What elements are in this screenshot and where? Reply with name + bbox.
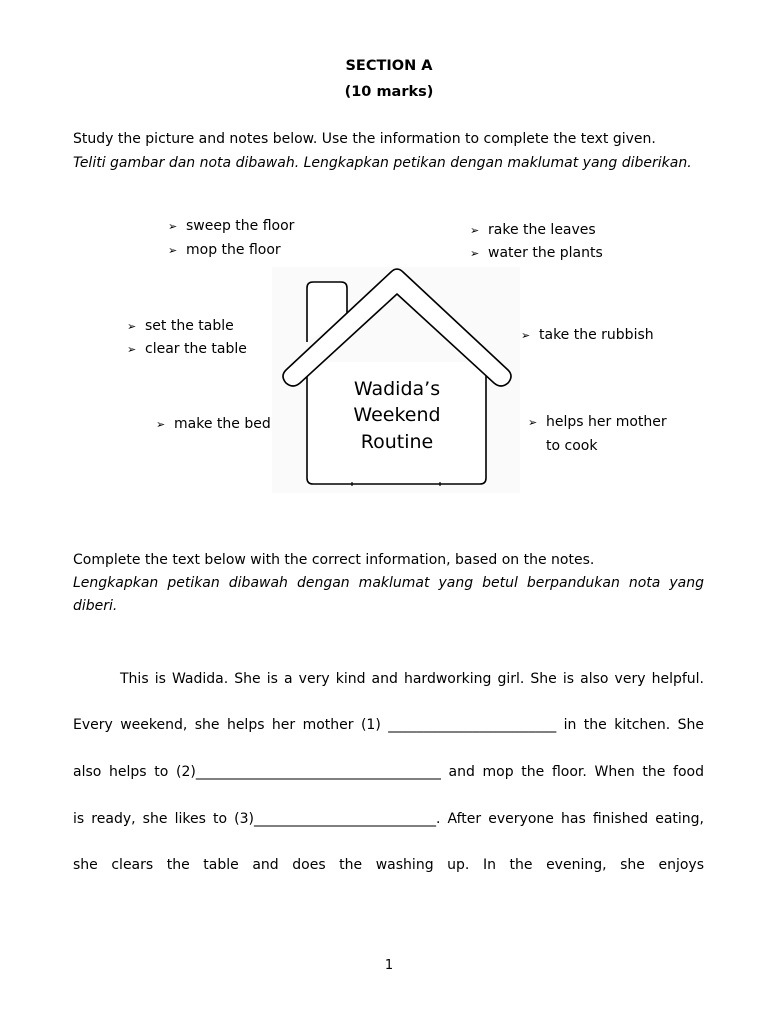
note-take-rubbish: ➢ take the rubbish	[521, 327, 654, 343]
page-number: 1	[384, 958, 394, 973]
bullet-arrow-icon: ➢	[127, 320, 137, 333]
house-title-line1: Wadida’s	[353, 378, 441, 400]
note-water-plants: ➢ water the plants	[470, 245, 603, 261]
note-mop-floor: ➢ mop the floor	[168, 242, 281, 258]
bullet-arrow-icon: ➢	[470, 247, 480, 260]
house-title-line2: Weekend	[353, 404, 441, 426]
note-help-cook-continuation: to cook	[546, 438, 598, 454]
bullet-arrow-icon: ➢	[521, 329, 531, 342]
instruction-malay: Teliti gambar dan nota dibawah. Lengkapkan petikan dengan maklumat yang diberikan.	[73, 155, 692, 171]
bullet-arrow-icon: ➢	[127, 343, 137, 356]
bullet-arrow-icon: ➢	[168, 220, 178, 233]
passage-line-1: This is Wadida. She is a very kind and hardworking girl. She is also very helpful.	[120, 671, 704, 687]
passage-line-5: she clears the table and does the washing up. In the evening, she enjoys	[73, 857, 704, 873]
bullet-arrow-icon: ➢	[156, 418, 166, 431]
passage-line-4: is ready, she likes to (3)__________________________. After everyone has finished eating,	[73, 811, 704, 827]
task-malay-line1: Lengkapkan petikan dibawah dengan maklumat yang betul berpandukan nota yang	[73, 575, 704, 591]
passage-line-2: Every weekend, she helps her mother (1) ________________________ in the kitchen. She	[73, 717, 704, 733]
instruction-english: Study the picture and notes below. Use the information to complete the text given.	[73, 131, 656, 147]
note-set-table: ➢ set the table	[127, 318, 234, 334]
bullet-arrow-icon: ➢	[470, 224, 480, 237]
note-rake-leaves: ➢ rake the leaves	[470, 222, 596, 238]
house-title-line3: Routine	[360, 431, 434, 453]
note-make-bed: ➢ make the bed	[156, 416, 271, 432]
task-english: Complete the text below with the correct information, based on the notes.	[73, 552, 595, 568]
bullet-arrow-icon: ➢	[168, 244, 178, 257]
passage-line-3: also helps to (2)___________________________________ and mop the floor. When the food	[73, 764, 704, 780]
note-sweep-floor: ➢ sweep the floor	[168, 218, 295, 234]
task-malay-line2: diberi.	[73, 598, 118, 614]
marks-label: (10 marks)	[344, 84, 434, 100]
section-title: SECTION A	[345, 58, 433, 74]
bullet-arrow-icon: ➢	[528, 416, 538, 429]
note-help-cook: ➢ helps her mother	[528, 414, 667, 430]
note-clear-table: ➢ clear the table	[127, 341, 247, 357]
